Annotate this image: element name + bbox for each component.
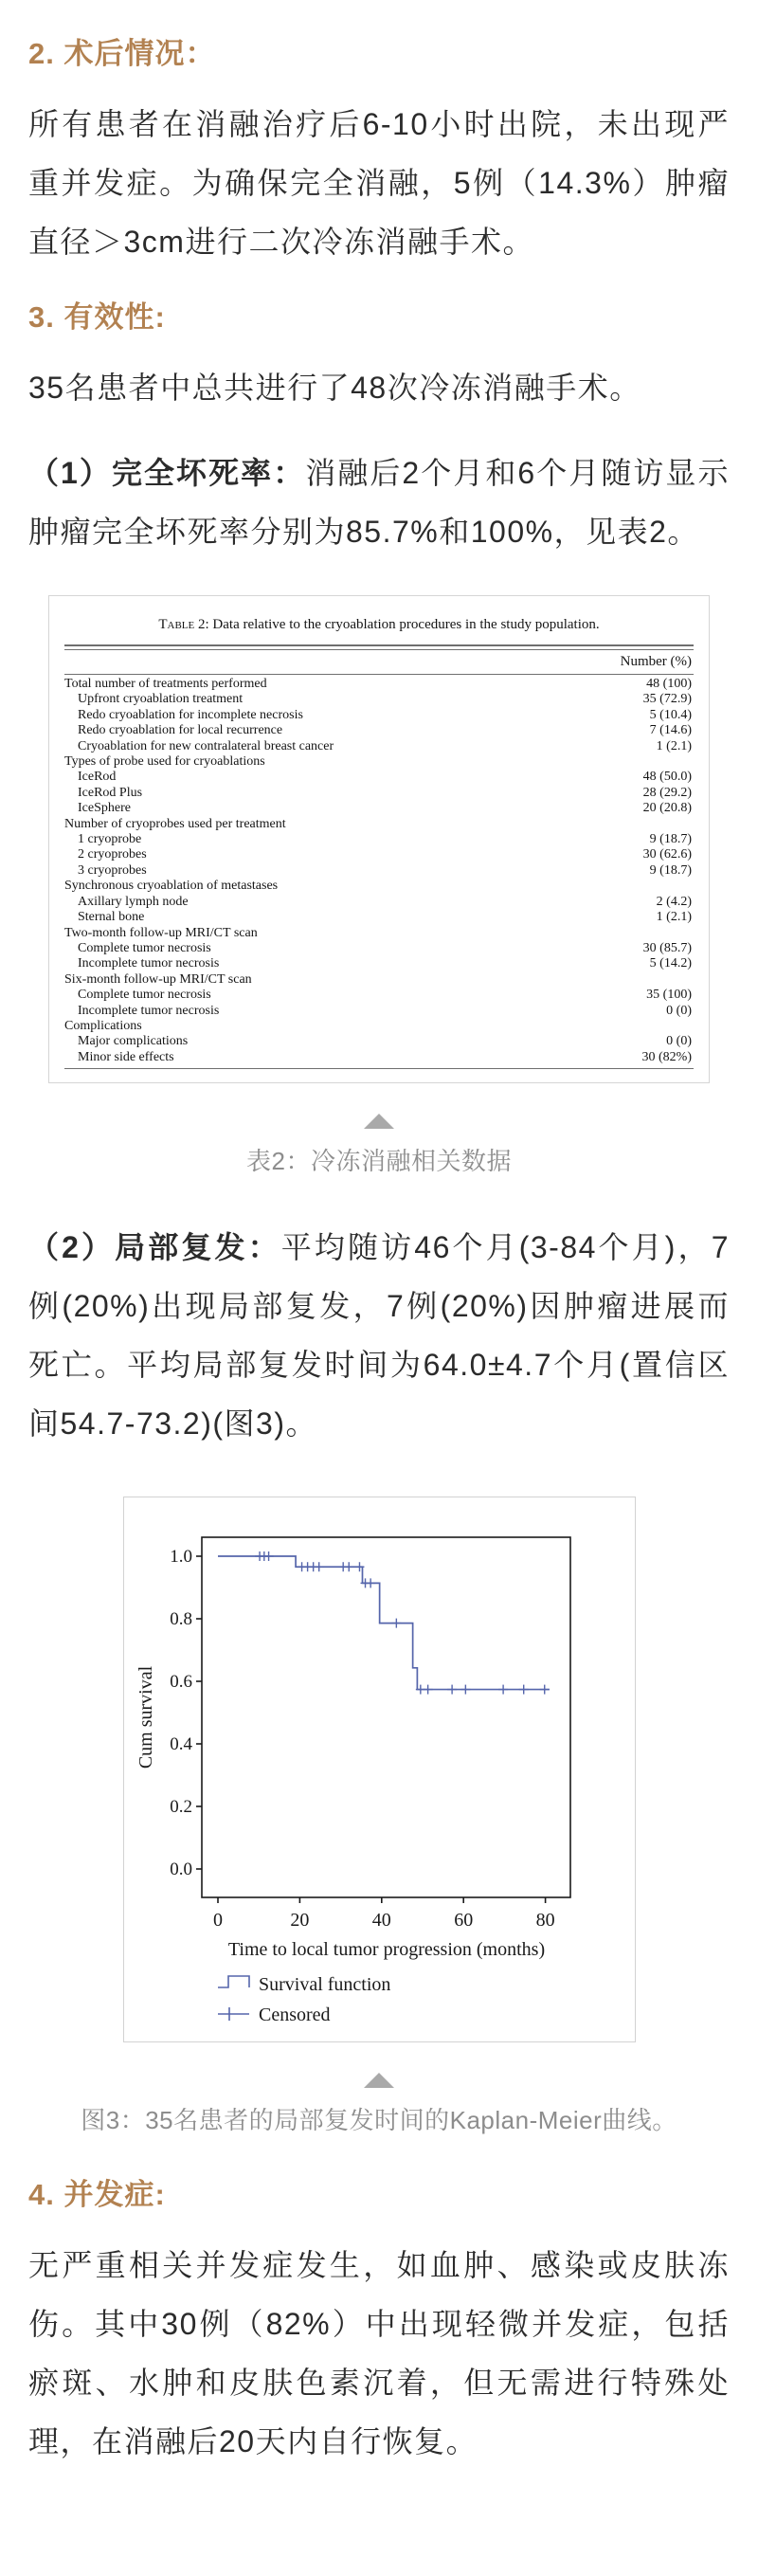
local-recurrence-label: （2）局部复发： [28,1230,281,1265]
table-row-value [692,879,694,894]
necrosis-rate-label: （1）完全坏死率： [28,456,306,490]
table-row-value: 9 (18.7) [649,832,692,847]
table2-image [48,595,710,1083]
paragraph-necrosis-rate [28,444,730,561]
table-row-value: 20 (20.8) [642,801,692,816]
table-row-label: Complete tumor necrosis [78,940,211,955]
x-tick-label: 40 [371,1910,391,1932]
table-row [64,786,694,801]
table-row-label: Number of cryoprobes used per treatment [64,816,286,831]
table-row-value: 1 (2.1) [656,910,692,925]
table-row [64,910,694,925]
table-row [64,723,694,738]
table-row-label: Cryoablation for new contralateral breast cancer [78,738,334,753]
table-row [64,801,694,816]
legend-survival-icon [218,1976,249,1987]
table-row-value [692,972,694,988]
y-axis-label: Cum survival [135,1665,156,1769]
table-row-label: 1 cryoprobe [78,832,142,847]
table-row-value: 1 (2.1) [656,738,692,753]
table2-title-text: Data relative to the cryoablation procedures in the study population. [208,617,600,632]
table-row-value: 5 (10.4) [649,707,692,722]
table-row-label: 3 cryoprobes [78,862,147,878]
table-row-label: Complications [64,1018,142,1033]
local-recurrence-text: 平均随访46个月(3-84个月)，7例(20%)出现局部复发，7例(20%)因肿瘤进展而死亡。平均局部复发时间为64.0±4.7个月(置信区间54.7-73.2)(图3)。 [28,1230,730,1442]
table2-title [64,617,694,633]
table-row [64,1019,694,1034]
legend-censored-label: Censored [258,2005,331,2026]
table-row-label: Incomplete tumor necrosis [78,956,220,971]
table-row-value: 0 (0) [666,1034,692,1049]
table-row-label: Sternal bone [78,910,145,925]
table-row [64,956,694,971]
section-heading-postop: 2. 术后情况： [28,37,216,70]
table-row [64,895,694,910]
section-heading-complications: 4. 并发症: [28,2178,166,2212]
table-row-value: 35 (100) [646,988,692,1003]
table-row-value: 0 (0) [666,1003,692,1018]
table-row-label: Major complications [78,1034,189,1049]
collapse-triangle-icon[interactable] [364,2073,394,2088]
legend-survival-label: Survival function [258,1974,390,1996]
survival-step-line [218,1556,550,1690]
table-row [64,739,694,754]
table-row-label: IceRod [78,770,117,785]
table-row [64,817,694,832]
table-row [64,677,694,692]
table-row-value [692,1019,694,1034]
y-tick-label: 0.6 [169,1672,192,1693]
table-row [64,770,694,785]
section-heading-efficacy: 3. 有效性: [28,300,166,334]
paragraph-local-recurrence [28,1218,730,1453]
table-row [64,708,694,723]
table-row-value: 7 (14.6) [649,723,692,738]
table-row-value [692,926,694,941]
figure3-km-chart [123,1497,636,2042]
table2-column-header: Number (%) [620,654,692,669]
table-row [64,847,694,862]
table-row [64,941,694,956]
y-tick-label: 0.2 [169,1797,192,1818]
table-row [64,863,694,879]
x-tick-label: 60 [453,1910,473,1932]
plot-frame [202,1537,570,1897]
table-row-label: Minor side effects [78,1049,174,1064]
x-tick-label: 0 [212,1910,223,1932]
y-tick-label: 0.4 [169,1734,192,1755]
table-row-value: 5 (14.2) [649,956,692,971]
table-row-label: Complete tumor necrosis [78,988,211,1003]
table-row [64,926,694,941]
table-row-label: Two-month follow-up MRI/CT scan [64,925,258,940]
table-row [64,692,694,707]
paragraph-efficacy-intro: 35名患者中总共进行了48次冷冻消融手术。 [28,371,641,405]
table-row-label: 2 cryoprobes [78,847,147,862]
table-row-value: 28 (29.2) [642,785,692,800]
table-row-value: 9 (18.7) [649,862,692,878]
x-tick-label: 80 [535,1910,555,1932]
table-row-label: Total number of treatments performed [64,677,267,691]
table-row-value: 48 (100) [646,677,692,691]
table-row [64,879,694,894]
table-bottom-rule [64,1068,694,1069]
table-row [64,1004,694,1019]
y-tick-label: 0.0 [169,1859,192,1880]
y-tick-label: 1.0 [169,1547,192,1568]
table2-title-label: Table 2: [158,617,209,632]
table-row-value: 48 (50.0) [642,770,692,785]
y-tick-label: 0.8 [169,1609,192,1630]
table-row [64,754,694,770]
table-row-label: Synchronous cryoablation of metastases [64,879,279,894]
table-row [64,1034,694,1049]
table-row [64,1050,694,1065]
paragraph-postop: 所有患者在消融治疗后6-10小时出院，未出现严重并发症。为确保完全消融，5例（14.3%）肿瘤直径＞3cm进行二次冷冻消融手术。 [28,107,730,259]
table-row-value: 30 (85.7) [642,940,692,955]
table-row-value [692,817,694,832]
table-row-label: Upfront cryoablation treatment [78,692,244,707]
paragraph-complications: 无严重相关并发症发生，如血肿、感染或皮肤冻伤。其中30例（82%）中出现轻微并发症，包括瘀斑、水肿和皮肤色素沉着，但无需进行特殊处理，在消融后20天内自行恢复。 [28,2248,730,2459]
table-row-value [692,754,694,770]
table-row-label: Six-month follow-up MRI/CT scan [64,971,252,987]
table-row-label: IceRod Plus [78,785,143,800]
table-row-value: 30 (82%) [641,1049,692,1064]
figure3-caption: 图3：35名患者的局部复发时间的Kaplan-Meier曲线。 [81,2106,677,2135]
table-row-label: Axillary lymph node [78,894,189,909]
table-row-label: IceSphere [78,801,131,816]
collapse-triangle-icon[interactable] [364,1114,394,1129]
necrosis-rate-text: 消融后2个月和6个月随访显示肿瘤完全坏死率分别为85.7%和100%，见表2。 [28,456,730,549]
x-axis-label: Time to local tumor progression (months) [227,1939,545,1961]
table-row-label: Incomplete tumor necrosis [78,1003,220,1018]
table-row-label: Redo cryoablation for incomplete necrosis [78,707,303,722]
table-row-value: 30 (62.6) [642,847,692,862]
table2-caption: 表2：冷冻消融相关数据 [246,1147,512,1176]
table-row [64,988,694,1003]
x-tick-label: 20 [289,1910,309,1932]
table-row-label: Redo cryoablation for local recurrence [78,723,283,738]
table-row-label: Types of probe used for cryoablations [64,754,265,770]
table-row-value: 35 (72.9) [642,692,692,707]
table-row-value: 2 (4.2) [656,894,692,909]
table-row [64,832,694,847]
kaplan-meier-plot [125,1520,634,2032]
table2-rows [64,675,694,1068]
table-row [64,972,694,988]
